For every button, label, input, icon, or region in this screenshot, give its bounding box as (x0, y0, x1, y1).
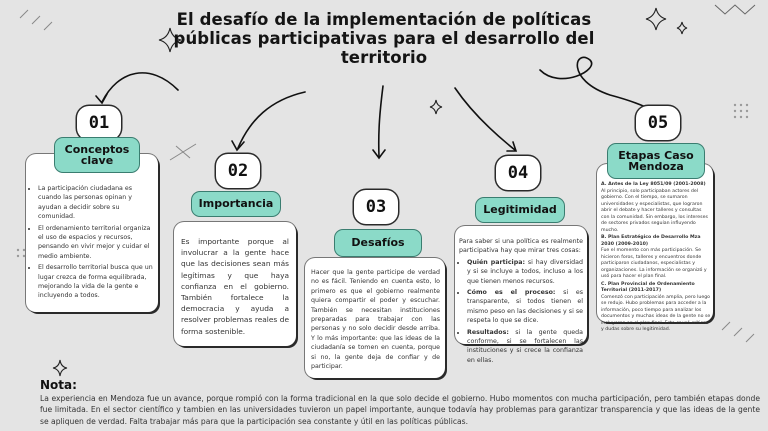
etapa-text: Fue el momento con más participación. Se hicieron foros, talleres y encuentros donde participaron ciudadanos, especialistas y organizaciones. La información se organizó y usó para hacer el plan final. (601, 248, 707, 279)
etapa-text: Al principio, solo participaban actores del gobierno. Con el tiempo, se sumaron universidades y especialistas, que lograron abrir el debate y hacer talleres y consultas con la comunidad. Sin embargo, los intereses de sectores privados seguían influyendo mucho. (601, 188, 708, 233)
card-number-05: 05 (636, 106, 680, 140)
card-4-body (459, 237, 583, 367)
note-title: Nota: (40, 378, 77, 392)
etapa-text: Comenzó con participación amplia, pero luego se redujo. Hubo problemas para acceder a la información, poco tiempo para analizar los documentos y muchas ideas de la gente no se incluyeron en el plan final. Esto causó críticas y dudas sobre su legitimidad. (601, 294, 711, 332)
card-1-body (30, 184, 154, 303)
item-text: si es transparente, si todos tienen el mismo peso en las decisiones y si se respeta lo que se dice. (467, 289, 583, 325)
list-item: • El ordenamiento territorial organiza el uso de espacios y recursos, pensando en vivir mejor y cuidar el medio ambiente. (38, 224, 154, 262)
sparkle-icon (677, 22, 687, 34)
arrow-to-card-3 (379, 86, 383, 157)
item-text: si la gente queda conforme, si se fortalecen las instituciones y si crece la confianza en ellas. (467, 328, 583, 364)
item-term: Quién participa: (467, 258, 525, 266)
card-label-legitimidad: Legitimidad (476, 198, 564, 222)
etapa-heading: B. Plan Estratégico de Desarrollo Mza 2030 (2009-2010) (601, 235, 701, 247)
card-label-conceptos-clave: Conceptos clave (55, 138, 139, 172)
arrow-to-card-4 (455, 88, 515, 150)
arrow-head-2 (232, 141, 244, 150)
card-2-body: Es importante porque al involucrar a la gente hace que las decisiones sean más legítimas y que haya confianza en el gobierno. También fortalece la democracia y ayuda a resolver problemas reales de forma sostenible. (181, 237, 289, 336)
etapa-heading: A. Antes de la Ley 8051/09 (2001-2008) (601, 182, 706, 187)
card-5-body (601, 182, 711, 334)
sparkle-icon (646, 8, 666, 30)
card-number-03: 03 (354, 190, 398, 224)
list-item: • La participación ciudadana es cuando las personas opinan y ayudan a decidir sobre su comunidad. (38, 184, 154, 222)
etapa-section (601, 282, 711, 334)
list-item: • El desarrollo territorial busca que un lugar crezca de forma equilibrada, mejorando la vida de la gente e incluyendo a todos. (38, 263, 154, 301)
list-item (467, 328, 583, 366)
etapa-section (601, 182, 711, 234)
item-term: Resultados: (467, 328, 509, 336)
note-text: La experiencia en Mendoza fue un avance, porque rompió con la forma tradicional en la que solo decide el gobierno. Hubo momentos con mucha participación, pero también etapas donde fue limitada. En el sector científico y tambien en las universidades tuvieron un papel importante, aunque todavía hay problemas para garantizar transparencia y que las ideas de la gente se apliquen de verdad. Falta trabajar más para que la participación sea constante y útil en las políticas públicas. (40, 394, 760, 426)
etapa-section (601, 235, 711, 281)
card-number-04: 04 (496, 156, 540, 190)
card-number-01: 01 (77, 106, 121, 140)
page-title: El desafío de la implementación de políticas públicas participativas para el desarrollo del territorio (173, 10, 595, 67)
card-label-etapas-caso-mendoza: Etapas Caso Mendoza (608, 144, 704, 178)
card-label-desafios: Desafíos (335, 230, 421, 256)
sparkle-icon (53, 360, 67, 376)
arrow-to-card-1 (102, 73, 178, 102)
list-item (467, 258, 583, 286)
etapa-heading: C. Plan Provincial de Ordenamiento Territorial (2011-2017) (601, 281, 695, 293)
legitimidad-intro: Para saber si una política es realmente participativa hay que mirar tres cosas: (459, 238, 583, 255)
item-term: Cómo es el proceso: (467, 289, 556, 297)
list-item (467, 288, 583, 326)
item-text: si hay diversidad y si se incluye a todos, incluso a los que tienen menos recursos. (467, 258, 583, 285)
card-label-importancia: Importancia (192, 192, 280, 216)
arrow-head-1 (96, 94, 107, 103)
card-3-body: Hacer que la gente participe de verdad no es fácil. Teniendo en cuenta esto, lo primero es que el gobierno realmente quiera compartir el poder y escuchar. También se necesitan instituciones preparadas para trabajar con las personas y no solo decidir desde arriba. Y lo más importante: que las ideas de la ciudadanía se tomen en cuenta, porque si no, la gente deja de confiar y de participar. (311, 269, 440, 371)
arrow-to-card-2 (238, 92, 305, 148)
card-number-02: 02 (216, 154, 260, 188)
sparkle-icon (430, 100, 442, 114)
